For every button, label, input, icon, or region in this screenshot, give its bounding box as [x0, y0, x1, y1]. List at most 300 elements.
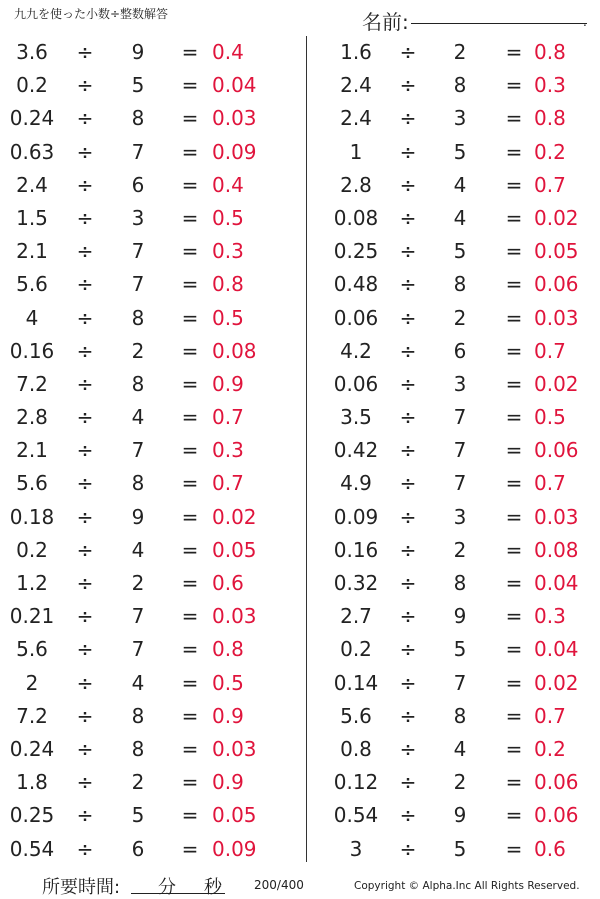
problem-row [316, 733, 600, 766]
equals-sign: = [505, 637, 523, 662]
equals-sign: = [505, 471, 523, 496]
divisor: 8 [131, 371, 145, 396]
problem-row [316, 799, 600, 832]
divisor: 7 [131, 604, 145, 629]
divisor: 9 [453, 604, 467, 629]
divisor: 8 [453, 73, 467, 98]
divisor: 7 [131, 438, 145, 463]
division-sign: ÷ [399, 172, 417, 197]
division-sign: ÷ [76, 504, 94, 529]
divisor: 8 [453, 571, 467, 595]
division-sign: ÷ [76, 405, 94, 430]
equals-sign: = [181, 604, 199, 629]
answer: 0.5 [534, 405, 566, 430]
dividend: 5.6 [16, 471, 48, 496]
dividend: 0.16 [333, 537, 379, 562]
answer: 0.02 [212, 504, 257, 529]
equals-sign: = [181, 338, 199, 363]
answer: 0.5 [212, 305, 244, 330]
problem-row [0, 534, 300, 567]
divisor: 5 [131, 803, 145, 828]
problem-row [316, 833, 600, 866]
equals-sign: = [181, 736, 199, 761]
division-sign: ÷ [399, 40, 417, 64]
equals-sign: = [505, 338, 523, 363]
divisor: 3 [453, 106, 467, 131]
divisor: 5 [453, 239, 467, 264]
problem-row [316, 501, 600, 534]
dividend: 4.9 [340, 471, 372, 496]
divisor: 5 [131, 73, 145, 98]
equals-sign: = [181, 836, 199, 861]
divisor: 5 [453, 836, 467, 861]
answer: 0.6 [212, 571, 244, 595]
problem-row [0, 136, 300, 169]
answer: 0.02 [534, 670, 579, 695]
problem-row [316, 102, 600, 135]
equals-sign: = [505, 803, 523, 828]
division-sign: ÷ [399, 338, 417, 363]
problem-row [0, 600, 300, 633]
divisor: 3 [131, 205, 145, 230]
problem-row [0, 69, 300, 102]
dividend: 4 [25, 305, 39, 330]
divisor: 2 [453, 40, 467, 64]
answer: 0.2 [534, 736, 566, 761]
answer: 0.2 [534, 139, 566, 164]
equals-sign: = [181, 40, 199, 64]
answer: 0.8 [212, 637, 244, 662]
equals-sign: = [181, 471, 199, 496]
equals-sign: = [505, 405, 523, 430]
division-sign: ÷ [399, 73, 417, 98]
answer: 0.7 [212, 471, 244, 496]
problem-row [0, 268, 300, 301]
equals-sign: = [181, 703, 199, 728]
answer: 0.7 [534, 471, 566, 496]
divisor: 4 [131, 405, 145, 430]
time-required-label: 所要時間: [42, 877, 121, 898]
answer: 0.3 [534, 73, 566, 98]
problem-row [0, 799, 300, 832]
dividend: 2.4 [340, 73, 372, 98]
answer: 0.03 [534, 305, 579, 330]
divisor: 7 [131, 139, 145, 164]
division-sign: ÷ [76, 571, 94, 595]
answer: 0.06 [534, 438, 579, 463]
copyright-notice: Copyright © Alpha.Inc All Rights Reserved. [354, 880, 580, 892]
right-problem-column [316, 36, 600, 866]
division-sign: ÷ [76, 537, 94, 562]
dividend: 0.42 [333, 438, 379, 463]
dividend: 7.2 [16, 371, 48, 396]
divisor: 8 [131, 736, 145, 761]
division-sign: ÷ [399, 504, 417, 529]
dividend: 0.06 [333, 305, 379, 330]
answer: 0.06 [534, 770, 579, 795]
answer: 0.8 [212, 272, 244, 297]
dividend: 3.6 [16, 40, 48, 64]
equals-sign: = [181, 637, 199, 662]
page-number: 200/400 [254, 878, 304, 892]
equals-sign: = [181, 405, 199, 430]
division-sign: ÷ [399, 239, 417, 264]
divisor: 2 [131, 338, 145, 363]
dividend: 0.2 [340, 637, 372, 662]
dividend: 0.48 [333, 272, 379, 297]
dividend: 0.25 [333, 239, 379, 264]
equals-sign: = [505, 172, 523, 197]
answer: 0.4 [212, 40, 244, 64]
dividend: 0.14 [333, 670, 379, 695]
problem-row [316, 368, 600, 401]
answer: 0.08 [212, 338, 257, 363]
division-sign: ÷ [76, 604, 94, 629]
divisor: 5 [453, 637, 467, 662]
divisor: 7 [453, 471, 467, 496]
answer: 0.03 [534, 504, 579, 529]
answer: 0.3 [212, 438, 244, 463]
division-sign: ÷ [76, 637, 94, 662]
division-sign: ÷ [76, 40, 94, 64]
dividend: 4.2 [340, 338, 372, 363]
equals-sign: = [181, 272, 199, 297]
division-sign: ÷ [399, 537, 417, 562]
name-underline [411, 23, 587, 24]
dividend: 0.25 [9, 803, 55, 828]
division-sign: ÷ [76, 371, 94, 396]
divisor: 8 [131, 703, 145, 728]
divisor: 2 [453, 537, 467, 562]
equals-sign: = [505, 305, 523, 330]
problem-row [0, 766, 300, 799]
answer: 0.7 [534, 338, 566, 363]
problem-row [316, 534, 600, 567]
problem-row [0, 302, 300, 335]
dividend: 0.2 [16, 73, 48, 98]
division-sign: ÷ [76, 106, 94, 131]
problem-row [0, 467, 300, 500]
equals-sign: = [505, 504, 523, 529]
dividend: 0.18 [9, 504, 55, 529]
dividend: 3 [349, 836, 363, 861]
equals-sign: = [181, 106, 199, 131]
answer: 0.7 [534, 172, 566, 197]
problem-row [316, 268, 600, 301]
dividend: 0.54 [333, 803, 379, 828]
division-sign: ÷ [76, 338, 94, 363]
division-sign: ÷ [399, 703, 417, 728]
answer: 0.03 [212, 604, 257, 629]
divisor: 6 [453, 338, 467, 363]
division-sign: ÷ [76, 770, 94, 795]
answer: 0.03 [212, 106, 257, 131]
equals-sign: = [181, 239, 199, 264]
equals-sign: = [505, 703, 523, 728]
answer: 0.4 [212, 172, 244, 197]
division-sign: ÷ [76, 205, 94, 230]
divisor: 4 [453, 205, 467, 230]
equals-sign: = [505, 438, 523, 463]
divisor: 7 [131, 637, 145, 662]
equals-sign: = [181, 172, 199, 197]
division-sign: ÷ [76, 803, 94, 828]
problem-row [0, 733, 300, 766]
equals-sign: = [505, 272, 523, 297]
division-sign: ÷ [399, 604, 417, 629]
dividend: 1.8 [16, 770, 48, 795]
division-sign: ÷ [399, 637, 417, 662]
division-sign: ÷ [76, 438, 94, 463]
dividend: 0.24 [9, 106, 55, 131]
equals-sign: = [181, 571, 199, 595]
division-sign: ÷ [399, 139, 417, 164]
dividend: 0.16 [9, 338, 55, 363]
division-sign: ÷ [76, 836, 94, 861]
division-sign: ÷ [76, 736, 94, 761]
equals-sign: = [181, 537, 199, 562]
problem-row [316, 202, 600, 235]
division-sign: ÷ [399, 438, 417, 463]
answer: 0.04 [212, 73, 257, 98]
equals-sign: = [181, 670, 199, 695]
dividend: 2 [25, 670, 39, 695]
equals-sign: = [505, 604, 523, 629]
divisor: 3 [453, 371, 467, 396]
division-sign: ÷ [76, 670, 94, 695]
divisor: 6 [131, 836, 145, 861]
answer: 0.02 [534, 205, 579, 230]
dividend: 5.6 [340, 703, 372, 728]
problem-row [316, 700, 600, 733]
problem-row [316, 169, 600, 202]
divisor: 4 [131, 537, 145, 562]
problem-row [316, 335, 600, 368]
dividend: 0.8 [340, 736, 372, 761]
answer: 0.04 [534, 637, 579, 662]
equals-sign: = [181, 770, 199, 795]
problem-row [0, 335, 300, 368]
equals-sign: = [181, 371, 199, 396]
name-dot: . [583, 15, 587, 29]
divisor: 8 [131, 305, 145, 330]
minutes-label: 分 [158, 877, 176, 898]
problem-row [0, 667, 300, 700]
dividend: 0.24 [9, 736, 55, 761]
divisor: 9 [131, 40, 145, 64]
equals-sign: = [181, 803, 199, 828]
problem-row [0, 633, 300, 666]
dividend: 5.6 [16, 637, 48, 662]
divisor: 7 [131, 272, 145, 297]
divisor: 4 [453, 172, 467, 197]
problem-row [0, 235, 300, 268]
dividend: 1.2 [16, 571, 48, 595]
problem-row [0, 102, 300, 135]
dividend: 0.2 [16, 537, 48, 562]
equals-sign: = [181, 205, 199, 230]
dividend: 0.12 [333, 770, 379, 795]
answer: 0.06 [534, 272, 579, 297]
equals-sign: = [505, 139, 523, 164]
divisor: 8 [131, 106, 145, 131]
page-title: 九九を使った小数÷整数解答 [14, 7, 169, 21]
problem-row [316, 766, 600, 799]
division-sign: ÷ [399, 670, 417, 695]
division-sign: ÷ [399, 371, 417, 396]
answer: 0.9 [212, 770, 244, 795]
dividend: 0.09 [333, 504, 379, 529]
dividend: 2.1 [16, 438, 48, 463]
answer: 0.08 [534, 537, 579, 562]
problem-row [0, 833, 300, 866]
division-sign: ÷ [76, 272, 94, 297]
dividend: 1 [349, 139, 363, 164]
left-problem-column [0, 36, 300, 866]
divisor: 7 [453, 438, 467, 463]
problem-row [316, 633, 600, 666]
divisor: 7 [453, 670, 467, 695]
division-sign: ÷ [399, 571, 417, 595]
answer: 0.09 [212, 139, 257, 164]
problem-row [316, 302, 600, 335]
seconds-label: 秒 [204, 877, 222, 898]
problem-row [0, 567, 300, 600]
equals-sign: = [505, 537, 523, 562]
answer: 0.05 [534, 239, 579, 264]
equals-sign: = [181, 73, 199, 98]
problem-row [316, 136, 600, 169]
divisor: 7 [453, 405, 467, 430]
equals-sign: = [505, 371, 523, 396]
dividend: 2.8 [16, 405, 48, 430]
division-sign: ÷ [76, 471, 94, 496]
division-sign: ÷ [399, 106, 417, 131]
answer: 0.8 [534, 40, 566, 64]
dividend: 1.6 [340, 40, 372, 64]
divisor: 8 [131, 471, 145, 496]
divisor: 2 [131, 571, 145, 595]
answer: 0.5 [212, 670, 244, 695]
equals-sign: = [505, 736, 523, 761]
answer: 0.05 [212, 803, 257, 828]
division-sign: ÷ [76, 172, 94, 197]
answer: 0.06 [534, 803, 579, 828]
divisor: 2 [453, 305, 467, 330]
answer: 0.7 [534, 703, 566, 728]
division-sign: ÷ [76, 305, 94, 330]
equals-sign: = [505, 205, 523, 230]
equals-sign: = [505, 106, 523, 131]
problem-row [316, 667, 600, 700]
answer: 0.5 [212, 205, 244, 230]
dividend: 2.8 [340, 172, 372, 197]
dividend: 0.63 [9, 139, 55, 164]
dividend: 0.21 [9, 604, 55, 629]
equals-sign: = [181, 139, 199, 164]
division-sign: ÷ [76, 703, 94, 728]
equals-sign: = [181, 438, 199, 463]
divisor: 4 [131, 670, 145, 695]
division-sign: ÷ [76, 239, 94, 264]
equals-sign: = [505, 239, 523, 264]
division-sign: ÷ [399, 272, 417, 297]
problem-row [0, 169, 300, 202]
problem-row [316, 36, 600, 69]
answer: 0.04 [534, 571, 579, 595]
division-sign: ÷ [399, 836, 417, 861]
problem-row [0, 36, 300, 69]
divisor: 2 [131, 770, 145, 795]
answer: 0.6 [534, 836, 566, 861]
answer: 0.9 [212, 371, 244, 396]
division-sign: ÷ [76, 73, 94, 98]
equals-sign: = [505, 73, 523, 98]
equals-sign: = [181, 305, 199, 330]
divisor: 9 [131, 504, 145, 529]
dividend: 0.06 [333, 371, 379, 396]
dividend: 0.54 [9, 836, 55, 861]
problem-row [316, 600, 600, 633]
answer: 0.05 [212, 537, 257, 562]
problem-row [0, 368, 300, 401]
divisor: 4 [453, 736, 467, 761]
equals-sign: = [181, 504, 199, 529]
equals-sign: = [505, 40, 523, 64]
answer: 0.09 [212, 836, 257, 861]
dividend: 2.7 [340, 604, 372, 629]
dividend: 2.4 [340, 106, 372, 131]
problem-row [316, 69, 600, 102]
answer: 0.02 [534, 371, 579, 396]
answer: 0.3 [534, 604, 566, 629]
answer: 0.03 [212, 736, 257, 761]
problem-row [316, 434, 600, 467]
column-divider [306, 36, 307, 862]
problem-row [316, 467, 600, 500]
problem-row [316, 235, 600, 268]
dividend: 1.5 [16, 205, 48, 230]
answer: 0.7 [212, 405, 244, 430]
equals-sign: = [505, 836, 523, 861]
divisor: 6 [131, 172, 145, 197]
divisor: 3 [453, 504, 467, 529]
divisor: 8 [453, 703, 467, 728]
dividend: 2.4 [16, 172, 48, 197]
division-sign: ÷ [76, 139, 94, 164]
problem-row [0, 501, 300, 534]
divisor: 2 [453, 770, 467, 795]
divisor: 7 [131, 239, 145, 264]
division-sign: ÷ [399, 736, 417, 761]
problem-row [316, 567, 600, 600]
answer: 0.9 [212, 703, 244, 728]
dividend: 2.1 [16, 239, 48, 264]
division-sign: ÷ [399, 770, 417, 795]
divisor: 5 [453, 139, 467, 164]
divisor: 9 [453, 803, 467, 828]
problem-row [0, 401, 300, 434]
equals-sign: = [505, 770, 523, 795]
division-sign: ÷ [399, 205, 417, 230]
problem-row [0, 434, 300, 467]
problem-row [0, 700, 300, 733]
equals-sign: = [505, 670, 523, 695]
dividend: 3.5 [340, 405, 372, 430]
division-sign: ÷ [399, 471, 417, 496]
answer: 0.3 [212, 239, 244, 264]
equals-sign: = [505, 571, 523, 595]
